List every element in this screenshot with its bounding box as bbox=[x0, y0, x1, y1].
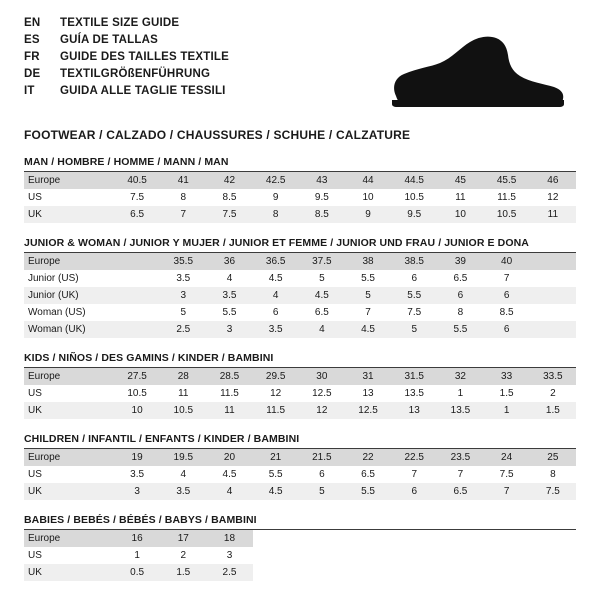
table-cell: 4.5 bbox=[206, 466, 252, 483]
table-cell: 12 bbox=[299, 402, 345, 419]
table-cell: 8 bbox=[530, 466, 576, 483]
table-cell: 4 bbox=[206, 483, 252, 500]
size-table bbox=[24, 172, 576, 223]
table-cell: 5 bbox=[345, 287, 391, 304]
table-cell bbox=[530, 547, 576, 564]
row-label: Junior (UK) bbox=[24, 287, 114, 304]
table-cell: 16 bbox=[114, 530, 160, 547]
row-label: Junior (US) bbox=[24, 270, 114, 287]
table-cell: 20 bbox=[206, 449, 252, 466]
table-row bbox=[24, 402, 576, 419]
table-cell: 7.5 bbox=[206, 206, 252, 223]
table-cell bbox=[530, 253, 576, 270]
table-cell bbox=[437, 564, 483, 581]
table-cell: 13 bbox=[345, 385, 391, 402]
table-cell: 46 bbox=[530, 172, 576, 189]
table-cell: 32 bbox=[437, 368, 483, 385]
table-cell: 8 bbox=[437, 304, 483, 321]
table-cell: 43 bbox=[299, 172, 345, 189]
language-title: GUÍA DE TALLAS bbox=[60, 34, 158, 46]
table-cell: 2.5 bbox=[206, 564, 252, 581]
table-cell: 10.5 bbox=[391, 189, 437, 206]
size-block-junior-woman bbox=[24, 237, 576, 338]
table-cell: 5.5 bbox=[206, 304, 252, 321]
language-title: GUIDE DES TAILLES TEXTILE bbox=[60, 51, 229, 63]
table-cell bbox=[114, 253, 160, 270]
table-cell: 6.5 bbox=[345, 466, 391, 483]
table-cell bbox=[530, 304, 576, 321]
language-code: DE bbox=[24, 68, 41, 80]
table-cell: 3 bbox=[114, 483, 160, 500]
table-cell bbox=[253, 530, 299, 547]
table-cell: 4 bbox=[206, 270, 252, 287]
row-label: UK bbox=[24, 483, 114, 500]
size-tables-container bbox=[24, 156, 576, 581]
table-cell bbox=[253, 564, 299, 581]
table-cell bbox=[345, 564, 391, 581]
table-cell bbox=[437, 530, 483, 547]
table-cell: 6.5 bbox=[437, 270, 483, 287]
table-row bbox=[24, 321, 576, 338]
table-cell: 4 bbox=[299, 321, 345, 338]
table-cell: 42 bbox=[206, 172, 252, 189]
table-cell: 1.5 bbox=[160, 564, 206, 581]
table-cell bbox=[530, 287, 576, 304]
table-row bbox=[24, 368, 576, 385]
table-cell: 28 bbox=[160, 368, 206, 385]
table-row bbox=[24, 449, 576, 466]
table-row bbox=[24, 547, 576, 564]
table-cell: 38.5 bbox=[391, 253, 437, 270]
table-cell: 11 bbox=[206, 402, 252, 419]
dress-shoe-icon bbox=[378, 34, 568, 112]
table-cell: 45.5 bbox=[484, 172, 530, 189]
table-cell: 17 bbox=[160, 530, 206, 547]
table-cell: 42.5 bbox=[253, 172, 299, 189]
table-cell: 4.5 bbox=[253, 270, 299, 287]
table-row bbox=[24, 466, 576, 483]
table-cell: 3 bbox=[160, 287, 206, 304]
table-cell bbox=[114, 304, 160, 321]
table-cell: 40 bbox=[484, 253, 530, 270]
table-cell: 39 bbox=[437, 253, 483, 270]
table-cell: 7 bbox=[160, 206, 206, 223]
row-label: Europe bbox=[24, 530, 114, 547]
size-table bbox=[24, 449, 576, 500]
table-cell: 6 bbox=[484, 287, 530, 304]
table-row bbox=[24, 304, 576, 321]
row-label: Europe bbox=[24, 253, 114, 270]
table-cell: 18 bbox=[206, 530, 252, 547]
table-cell bbox=[437, 547, 483, 564]
table-cell: 22 bbox=[345, 449, 391, 466]
table-cell: 13.5 bbox=[391, 385, 437, 402]
table-cell: 8.5 bbox=[206, 189, 252, 206]
table-cell: 22.5 bbox=[391, 449, 437, 466]
table-cell: 24 bbox=[484, 449, 530, 466]
table-cell: 31.5 bbox=[391, 368, 437, 385]
table-cell: 19.5 bbox=[160, 449, 206, 466]
table-row bbox=[24, 189, 576, 206]
table-cell: 21.5 bbox=[299, 449, 345, 466]
document-header bbox=[24, 16, 576, 112]
table-cell: 3 bbox=[206, 547, 252, 564]
table-cell: 44 bbox=[345, 172, 391, 189]
table-cell: 12.5 bbox=[345, 402, 391, 419]
table-cell: 7.5 bbox=[530, 483, 576, 500]
table-cell: 6 bbox=[391, 483, 437, 500]
table-cell bbox=[114, 270, 160, 287]
table-cell: 0.5 bbox=[114, 564, 160, 581]
table-cell bbox=[299, 547, 345, 564]
language-code: FR bbox=[24, 51, 40, 63]
table-row bbox=[24, 530, 576, 547]
table-cell: 7.5 bbox=[484, 466, 530, 483]
table-cell: 11 bbox=[530, 206, 576, 223]
table-cell: 3.5 bbox=[114, 466, 160, 483]
table-cell: 35.5 bbox=[160, 253, 206, 270]
table-cell: 6 bbox=[299, 466, 345, 483]
table-row bbox=[24, 172, 576, 189]
size-block-man bbox=[24, 156, 576, 223]
table-row bbox=[24, 206, 576, 223]
table-cell: 6 bbox=[253, 304, 299, 321]
table-cell: 10 bbox=[114, 402, 160, 419]
table-cell: 5 bbox=[299, 270, 345, 287]
language-code: EN bbox=[24, 17, 41, 29]
table-cell: 11.5 bbox=[206, 385, 252, 402]
language-title: TEXTILGRÖßENFÜHRUNG bbox=[60, 68, 211, 80]
table-cell bbox=[114, 321, 160, 338]
table-cell: 38 bbox=[345, 253, 391, 270]
table-cell: 3.5 bbox=[206, 287, 252, 304]
size-block-title: BABIES / BEBÉS / BÉBÉS / BABYS / BAMBINI bbox=[24, 514, 576, 530]
table-cell bbox=[114, 287, 160, 304]
table-cell: 11.5 bbox=[484, 189, 530, 206]
row-label: UK bbox=[24, 564, 114, 581]
table-cell: 7 bbox=[484, 483, 530, 500]
table-cell: 1 bbox=[437, 385, 483, 402]
table-row bbox=[24, 270, 576, 287]
table-cell: 31 bbox=[345, 368, 391, 385]
table-cell: 7 bbox=[345, 304, 391, 321]
table-cell: 8 bbox=[253, 206, 299, 223]
table-row bbox=[24, 483, 576, 500]
size-block-title: JUNIOR & WOMAN / JUNIOR Y MUJER / JUNIOR ET FEMME / JUNIOR UND FRAU / JUNIOR E DONA bbox=[24, 237, 576, 253]
table-cell: 33.5 bbox=[530, 368, 576, 385]
table-cell bbox=[391, 530, 437, 547]
table-cell: 21 bbox=[253, 449, 299, 466]
table-cell: 36 bbox=[206, 253, 252, 270]
table-cell bbox=[299, 530, 345, 547]
table-cell: 2.5 bbox=[160, 321, 206, 338]
table-cell: 12 bbox=[530, 189, 576, 206]
table-cell: 25 bbox=[530, 449, 576, 466]
table-cell: 7 bbox=[391, 466, 437, 483]
table-cell: 30 bbox=[299, 368, 345, 385]
table-cell: 7 bbox=[484, 270, 530, 287]
size-block-kids bbox=[24, 352, 576, 419]
table-cell: 23.5 bbox=[437, 449, 483, 466]
table-cell: 5 bbox=[160, 304, 206, 321]
row-label: US bbox=[24, 547, 114, 564]
table-cell bbox=[253, 547, 299, 564]
table-cell: 19 bbox=[114, 449, 160, 466]
table-cell: 10.5 bbox=[114, 385, 160, 402]
table-cell: 27.5 bbox=[114, 368, 160, 385]
table-cell: 3.5 bbox=[160, 483, 206, 500]
table-cell: 5.5 bbox=[253, 466, 299, 483]
row-label: US bbox=[24, 189, 114, 206]
table-cell: 5.5 bbox=[437, 321, 483, 338]
table-cell: 3 bbox=[206, 321, 252, 338]
table-cell: 2 bbox=[530, 385, 576, 402]
table-cell: 5.5 bbox=[345, 270, 391, 287]
table-cell: 1 bbox=[484, 402, 530, 419]
table-cell: 10 bbox=[345, 189, 391, 206]
table-cell: 4.5 bbox=[345, 321, 391, 338]
table-cell: 10 bbox=[437, 206, 483, 223]
table-cell bbox=[530, 321, 576, 338]
table-cell: 29.5 bbox=[253, 368, 299, 385]
table-cell: 8.5 bbox=[484, 304, 530, 321]
table-cell: 40.5 bbox=[114, 172, 160, 189]
table-cell: 1.5 bbox=[484, 385, 530, 402]
table-cell: 44.5 bbox=[391, 172, 437, 189]
table-cell: 11 bbox=[160, 385, 206, 402]
table-cell: 12.5 bbox=[299, 385, 345, 402]
table-cell: 4.5 bbox=[253, 483, 299, 500]
table-cell: 11 bbox=[437, 189, 483, 206]
table-cell: 13 bbox=[391, 402, 437, 419]
language-title: GUIDA ALLE TAGLIE TESSILI bbox=[60, 85, 226, 97]
table-cell: 9 bbox=[345, 206, 391, 223]
row-label: Europe bbox=[24, 368, 114, 385]
table-cell: 13.5 bbox=[437, 402, 483, 419]
table-cell: 12 bbox=[253, 385, 299, 402]
table-cell: 7 bbox=[437, 466, 483, 483]
table-cell: 5 bbox=[299, 483, 345, 500]
table-cell: 5.5 bbox=[345, 483, 391, 500]
table-cell: 33 bbox=[484, 368, 530, 385]
table-cell: 6.5 bbox=[437, 483, 483, 500]
table-row bbox=[24, 287, 576, 304]
table-cell: 1 bbox=[114, 547, 160, 564]
table-cell bbox=[299, 564, 345, 581]
table-cell: 41 bbox=[160, 172, 206, 189]
table-cell: 7.5 bbox=[114, 189, 160, 206]
size-block-children bbox=[24, 433, 576, 500]
row-label: US bbox=[24, 385, 114, 402]
table-cell bbox=[530, 270, 576, 287]
table-cell: 45 bbox=[437, 172, 483, 189]
row-label: UK bbox=[24, 206, 114, 223]
row-label: Europe bbox=[24, 172, 114, 189]
size-block-title: CHILDREN / INFANTIL / ENFANTS / KINDER / BAMBINI bbox=[24, 433, 576, 449]
table-cell: 5.5 bbox=[391, 287, 437, 304]
table-cell: 3.5 bbox=[160, 270, 206, 287]
table-cell: 6.5 bbox=[114, 206, 160, 223]
table-cell: 1.5 bbox=[530, 402, 576, 419]
row-label: Europe bbox=[24, 449, 114, 466]
table-cell: 8 bbox=[160, 189, 206, 206]
category-title: FOOTWEAR / CALZADO / CHAUSSURES / SCHUHE / CALZATURE bbox=[24, 128, 411, 142]
row-label: Woman (US) bbox=[24, 304, 114, 321]
size-block-title: KIDS / NIÑOS / DES GAMINS / KINDER / BAMBINI bbox=[24, 352, 576, 368]
table-cell: 11.5 bbox=[253, 402, 299, 419]
table-cell bbox=[345, 547, 391, 564]
size-table bbox=[24, 368, 576, 419]
table-cell: 37.5 bbox=[299, 253, 345, 270]
table-cell: 6 bbox=[391, 270, 437, 287]
table-cell: 7.5 bbox=[391, 304, 437, 321]
table-cell bbox=[484, 564, 530, 581]
table-cell: 6 bbox=[437, 287, 483, 304]
table-cell bbox=[530, 564, 576, 581]
language-title: TEXTILE SIZE GUIDE bbox=[60, 17, 180, 29]
language-code: ES bbox=[24, 34, 40, 46]
table-cell: 36.5 bbox=[253, 253, 299, 270]
size-table bbox=[24, 253, 576, 338]
table-cell: 28.5 bbox=[206, 368, 252, 385]
table-row bbox=[24, 564, 576, 581]
table-cell bbox=[530, 530, 576, 547]
row-label: Woman (UK) bbox=[24, 321, 114, 338]
size-block-babies bbox=[24, 514, 576, 581]
table-cell: 2 bbox=[160, 547, 206, 564]
table-cell: 4 bbox=[160, 466, 206, 483]
table-cell bbox=[484, 530, 530, 547]
size-block-title: MAN / HOMBRE / HOMME / MANN / MAN bbox=[24, 156, 576, 172]
language-code: IT bbox=[24, 85, 35, 97]
table-cell: 8.5 bbox=[299, 206, 345, 223]
size-table bbox=[24, 530, 576, 581]
table-cell bbox=[484, 547, 530, 564]
table-cell: 9.5 bbox=[391, 206, 437, 223]
row-label: US bbox=[24, 466, 114, 483]
table-cell bbox=[345, 530, 391, 547]
table-cell: 5 bbox=[391, 321, 437, 338]
table-row bbox=[24, 385, 576, 402]
table-cell: 3.5 bbox=[253, 321, 299, 338]
table-cell bbox=[391, 547, 437, 564]
table-cell: 10.5 bbox=[484, 206, 530, 223]
table-cell: 6.5 bbox=[299, 304, 345, 321]
table-cell: 4.5 bbox=[299, 287, 345, 304]
row-label: UK bbox=[24, 402, 114, 419]
table-cell: 10.5 bbox=[160, 402, 206, 419]
table-cell: 4 bbox=[253, 287, 299, 304]
table-row bbox=[24, 253, 576, 270]
table-cell: 9 bbox=[253, 189, 299, 206]
table-cell bbox=[391, 564, 437, 581]
language-row bbox=[24, 16, 576, 31]
table-cell: 6 bbox=[484, 321, 530, 338]
table-cell: 9.5 bbox=[299, 189, 345, 206]
